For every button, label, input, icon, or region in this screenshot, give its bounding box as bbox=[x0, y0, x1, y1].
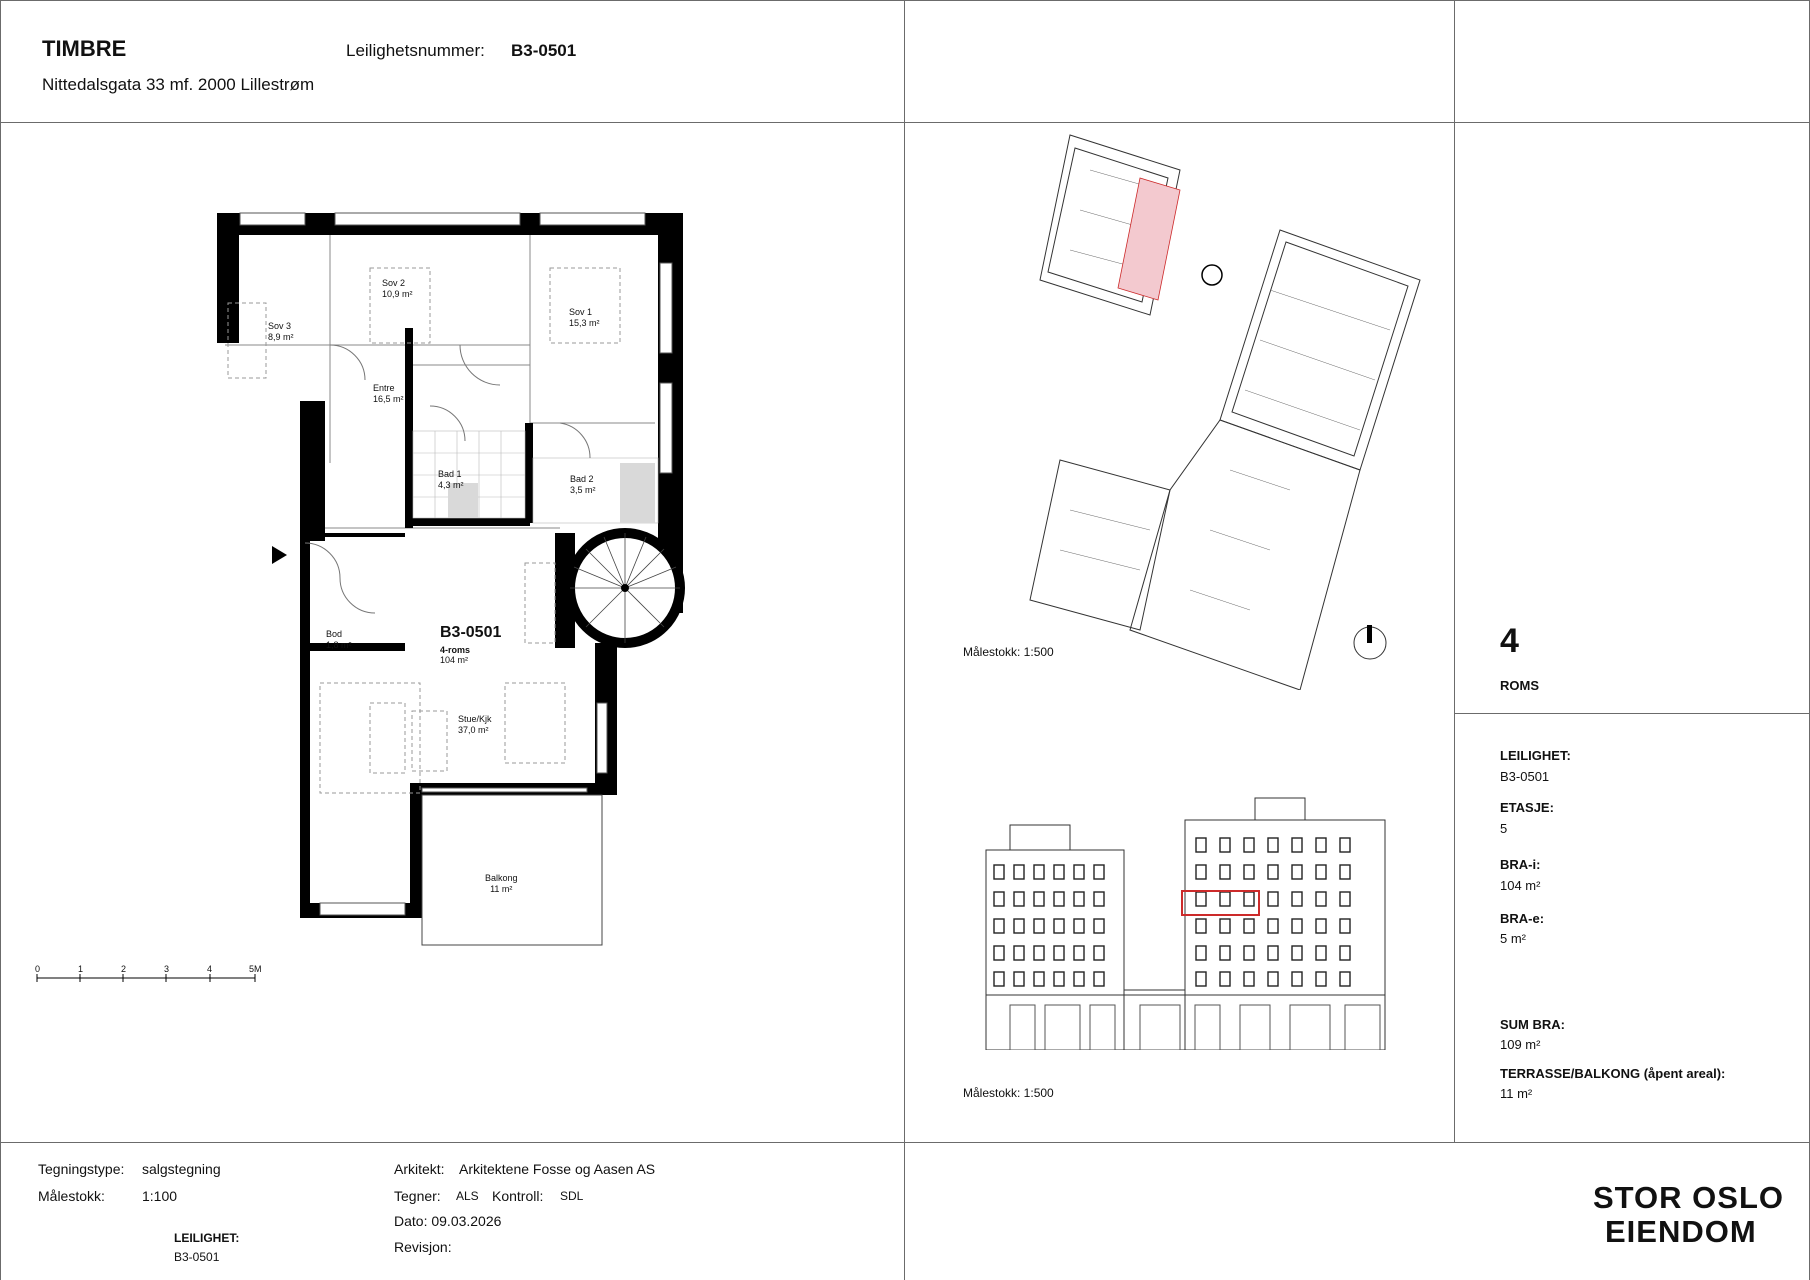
field-label-etasje: ETASJE: bbox=[1500, 800, 1554, 815]
field-label-terrasse: TERRASSE/BALKONG (åpent areal): bbox=[1500, 1066, 1726, 1081]
entrance-arrow bbox=[272, 546, 287, 564]
control: SDL bbox=[560, 1189, 584, 1203]
field-value-bra-e: 5 m² bbox=[1500, 931, 1526, 946]
scale-tick: 1 bbox=[78, 964, 84, 974]
rooms-count: 4 bbox=[1500, 622, 1519, 660]
address: Nittedalsgata 33 mf. 2000 Lillestrøm bbox=[42, 75, 315, 94]
room-label-balkong: Balkong 11 m² bbox=[485, 873, 518, 894]
date: Dato: 09.03.2026 bbox=[394, 1213, 502, 1229]
footer-divider bbox=[0, 1142, 1810, 1143]
elevation-scale-label: Målestokk: 1:500 bbox=[963, 1086, 1054, 1100]
field-value-sum-bra: 109 m² bbox=[1500, 1037, 1541, 1052]
north-arrow-icon bbox=[1354, 625, 1386, 659]
drawer: ALS bbox=[456, 1189, 479, 1203]
apt-number-label: Leilighetsnummer: bbox=[346, 41, 485, 60]
plan-apt-area: 104 m² bbox=[440, 655, 469, 665]
scale-tick: 5M bbox=[249, 964, 262, 974]
field-value-etasje: 5 bbox=[1500, 821, 1508, 836]
footer-apt-value: B3-0501 bbox=[174, 1250, 220, 1264]
scale-tick: 2 bbox=[121, 964, 127, 974]
field-label-leilighet: LEILIGHET: bbox=[1500, 748, 1571, 763]
spiral-stair bbox=[570, 533, 680, 643]
field-value-bra-i: 104 m² bbox=[1500, 878, 1541, 893]
field-value-terrasse: 11 m² bbox=[1500, 1086, 1533, 1101]
room-label-sov1: Sov 1 15,3 m² bbox=[569, 307, 600, 328]
field-label-sum-bra: SUM BRA: bbox=[1500, 1017, 1565, 1032]
apt-number: B3-0501 bbox=[511, 41, 577, 60]
side-divider bbox=[1454, 0, 1455, 1142]
elevation bbox=[980, 790, 1390, 1050]
plan-apt-type: 4-roms bbox=[440, 645, 471, 655]
scale-tick: 0 bbox=[35, 964, 41, 974]
site-highlight bbox=[1118, 178, 1180, 300]
scale-bar bbox=[30, 968, 270, 988]
site-plan bbox=[930, 130, 1430, 690]
company-logo: STOR OSLO EIENDOM bbox=[1593, 1180, 1785, 1249]
drawer-label: Tegner: bbox=[394, 1188, 441, 1204]
drawing-type-label: Tegningstype: bbox=[38, 1161, 125, 1177]
revision: Revisjon: bbox=[394, 1239, 452, 1255]
field-label-bra-e: BRA-e: bbox=[1500, 911, 1545, 926]
architect: Arkitektene Fosse og Aasen AS bbox=[459, 1161, 656, 1177]
room-label-sov3: Sov 3 8,9 m² bbox=[268, 321, 294, 342]
room-label-stue: Stue/Kjk 37,0 m² bbox=[458, 714, 492, 735]
scale-value: 1:100 bbox=[142, 1188, 178, 1204]
plan-apt-code: B3-0501 bbox=[440, 624, 502, 641]
project-title: TIMBRE bbox=[42, 36, 127, 61]
control-label: Kontroll: bbox=[492, 1188, 544, 1204]
architect-label: Arkitekt: bbox=[394, 1161, 445, 1177]
plan-divider bbox=[904, 0, 905, 1280]
site-scale-label: Målestokk: 1:500 bbox=[963, 645, 1054, 659]
footer-apt-label: LEILIGHET: bbox=[174, 1231, 240, 1245]
side-hline bbox=[1454, 713, 1810, 714]
room-label-sov2: Sov 2 10,9 m² bbox=[382, 278, 413, 299]
scale-tick: 4 bbox=[207, 964, 213, 974]
field-value-leilighet: B3-0501 bbox=[1500, 769, 1550, 784]
rooms-label: ROMS bbox=[1500, 678, 1539, 693]
field-label-bra-i: BRA-i: bbox=[1500, 857, 1541, 872]
room-label-bad2: Bad 2 3,5 m² bbox=[570, 474, 596, 495]
scale-label: Målestokk: bbox=[38, 1188, 105, 1204]
room-label-bad1: Bad 1 4,3 m² bbox=[438, 469, 464, 490]
scale-tick: 3 bbox=[164, 964, 170, 974]
drawing-type: salgstegning bbox=[142, 1161, 221, 1177]
room-label-entre: Entre 16,5 m² bbox=[373, 383, 404, 404]
frame-top bbox=[0, 0, 1810, 1]
room-label-bod: Bod 1,8 m² bbox=[326, 629, 352, 650]
